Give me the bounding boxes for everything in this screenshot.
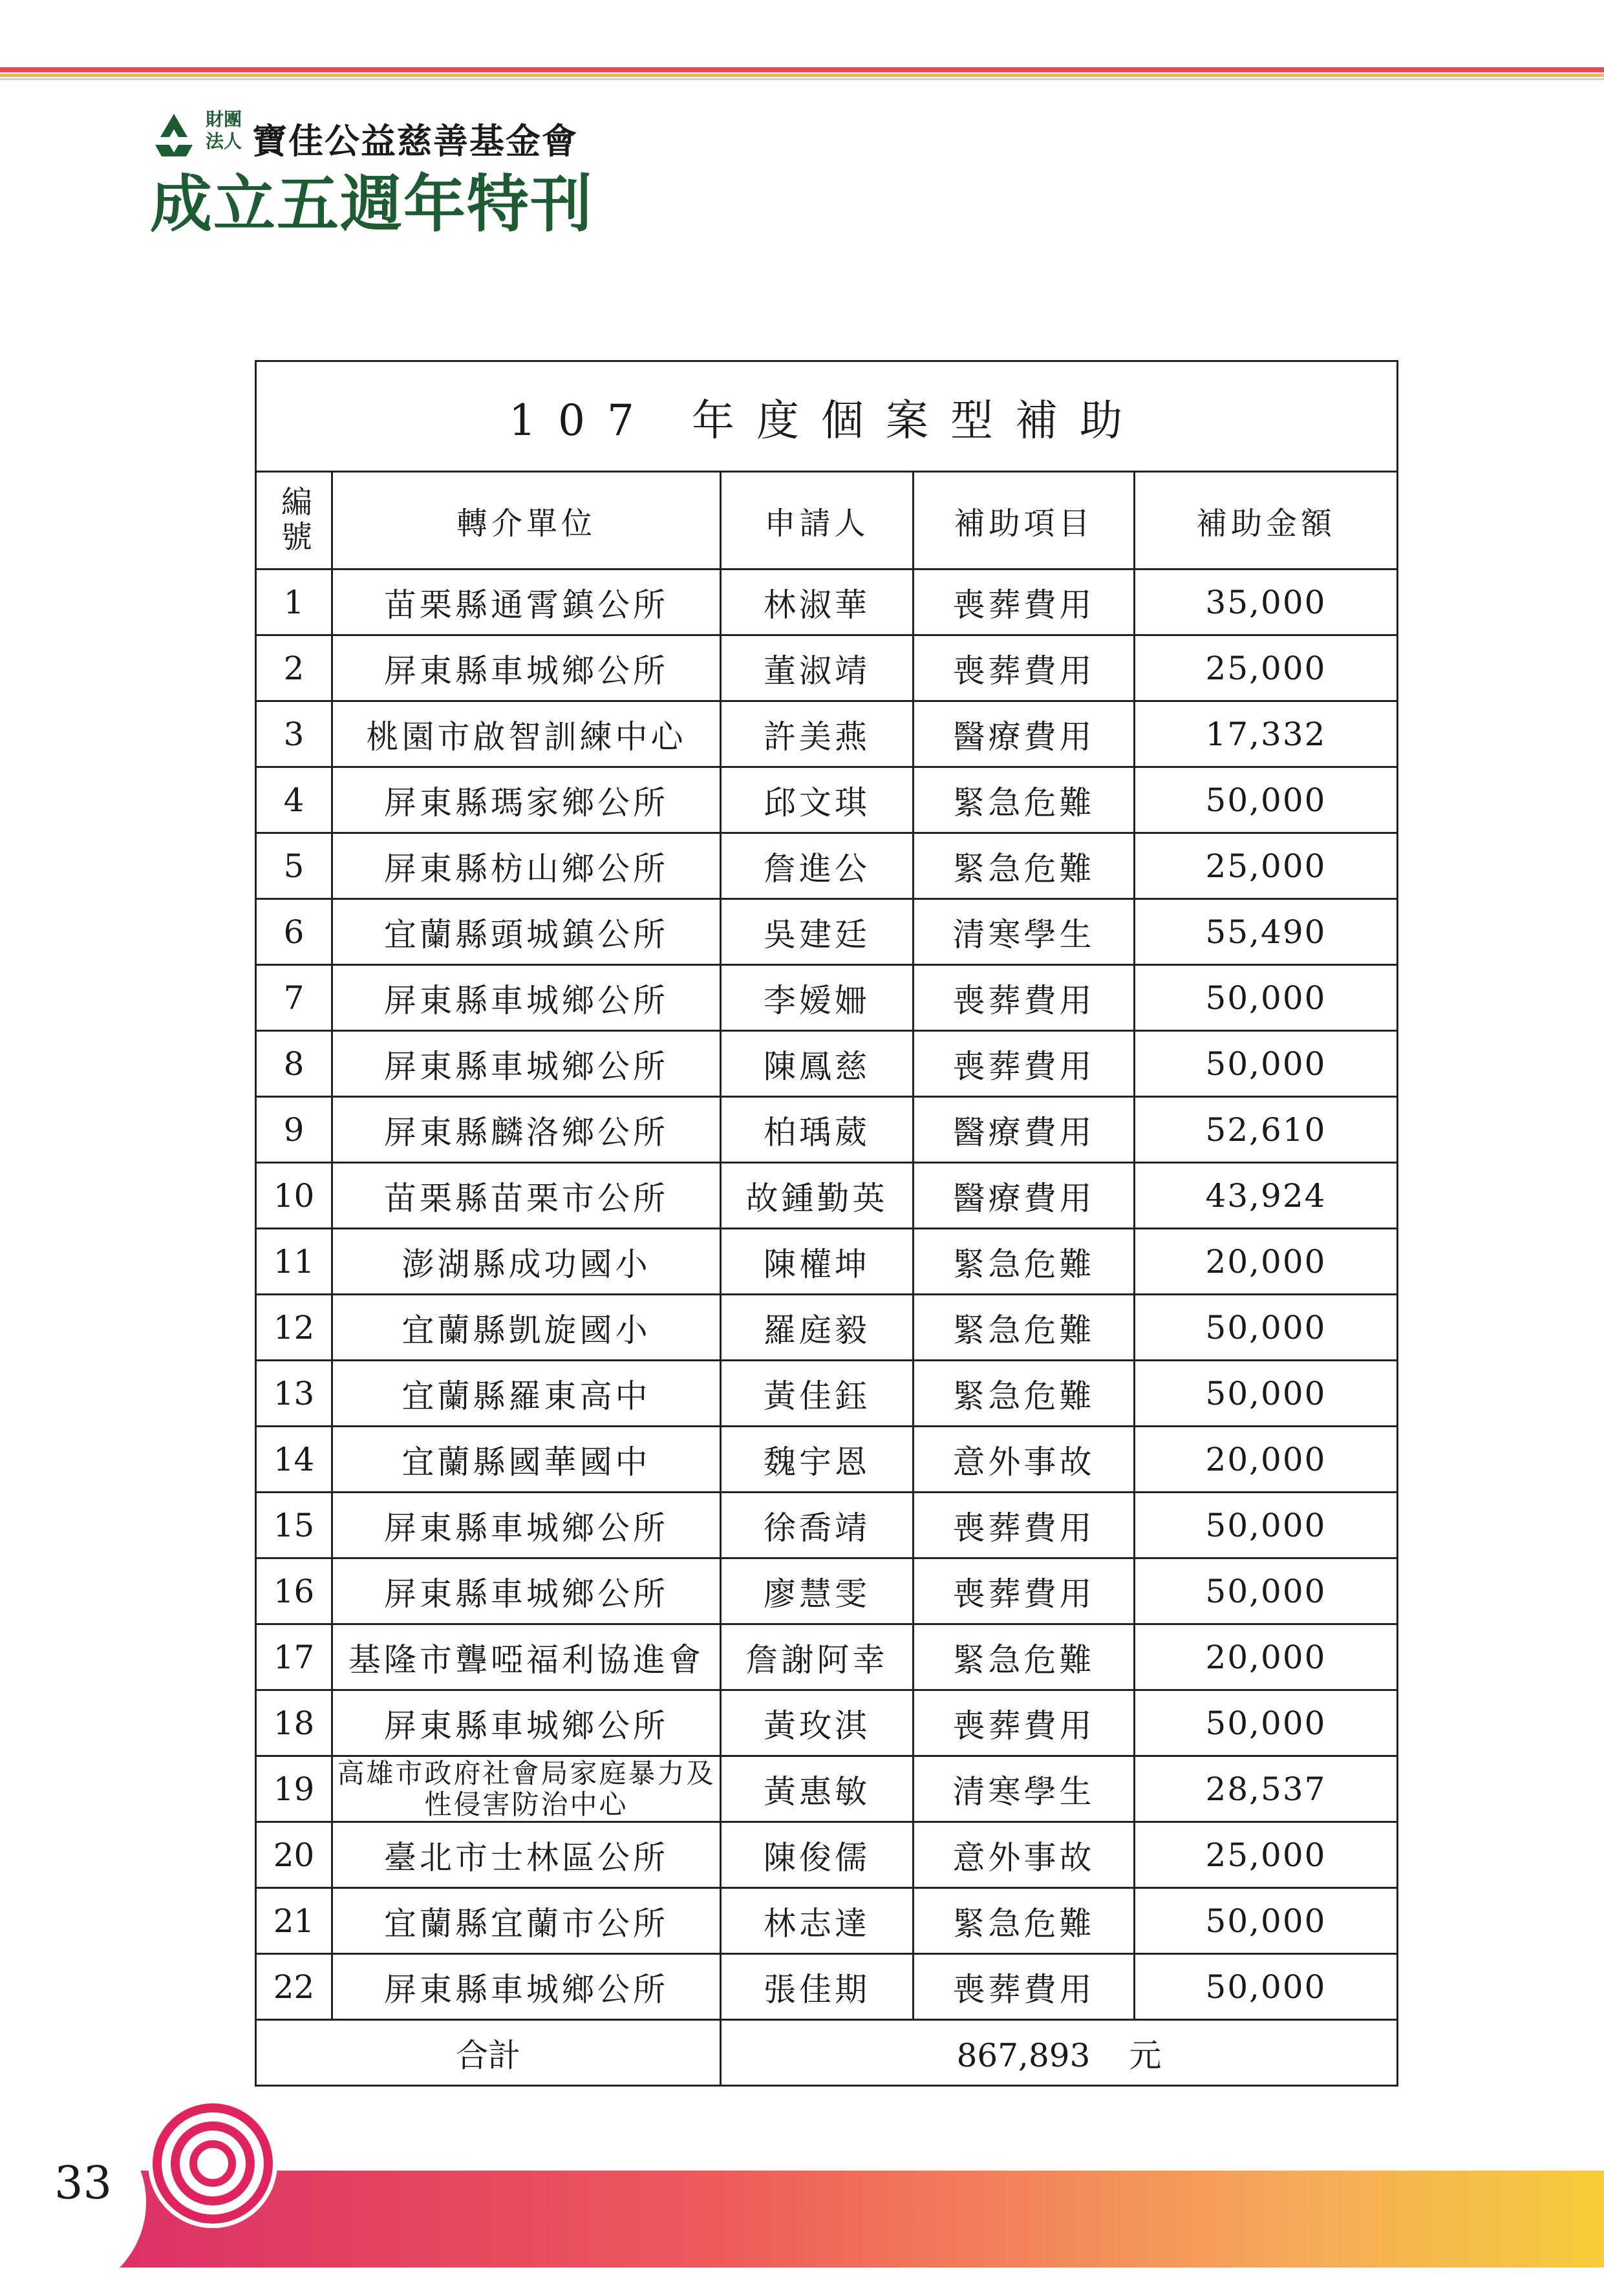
- cell-unit: 桃園市啟智訓練中心: [332, 701, 721, 767]
- org-name: 寶佳公益慈善基金會: [252, 121, 578, 162]
- table-row: [256, 1361, 1398, 1427]
- table-row: [256, 701, 1398, 767]
- table-row: [256, 1031, 1398, 1097]
- cell-unit: 屏東縣車城鄉公所: [332, 1031, 721, 1097]
- total-unit: 元: [1129, 2036, 1162, 2074]
- header-rule-orange: [0, 74, 1604, 77]
- cell-applicant: 詹謝阿幸: [721, 1624, 914, 1690]
- org-type-label: 財團 法人: [206, 109, 242, 152]
- cell-amount: 28,537: [1135, 1756, 1398, 1822]
- cell-amount: 50,000: [1135, 767, 1398, 833]
- cell-applicant: 陳俊儒: [721, 1822, 914, 1888]
- cell-unit: 澎湖縣成功國小: [332, 1229, 721, 1295]
- header-amount: 補助金額: [1135, 472, 1398, 569]
- cell-unit: 屏東縣車城鄉公所: [332, 1954, 721, 2020]
- cell-applicant: 魏宇恩: [721, 1427, 914, 1493]
- cell-unit: 宜蘭縣國華國中: [332, 1427, 721, 1493]
- table-body: [256, 569, 1398, 2020]
- cell-item: 緊急危難: [914, 1361, 1135, 1427]
- cell-item: 緊急危難: [914, 1888, 1135, 1954]
- cell-no: 6: [256, 899, 332, 965]
- table-row: [256, 1624, 1398, 1690]
- header-unit: 轉介單位: [332, 472, 721, 569]
- cell-no: 5: [256, 833, 332, 899]
- cell-amount: 50,000: [1135, 1361, 1398, 1427]
- cell-no: 17: [256, 1624, 332, 1690]
- header-rule-grey: [0, 78, 1604, 80]
- publication-title: 成立五週年特刊: [150, 167, 593, 240]
- cell-amount: 25,000: [1135, 833, 1398, 899]
- cell-no: 4: [256, 767, 332, 833]
- cell-amount: 43,924: [1135, 1163, 1398, 1229]
- cell-applicant: 黃玫淇: [721, 1690, 914, 1756]
- cell-item: 喪葬費用: [914, 1558, 1135, 1624]
- cell-amount: 52,610: [1135, 1097, 1398, 1163]
- cell-item: 喪葬費用: [914, 1031, 1135, 1097]
- cell-no: 1: [256, 569, 332, 635]
- cell-amount: 50,000: [1135, 1031, 1398, 1097]
- cell-no: 19: [256, 1756, 332, 1822]
- cell-applicant: 黃佳鈺: [721, 1361, 914, 1427]
- table-row: [256, 1558, 1398, 1624]
- cell-unit: 臺北市士林區公所: [332, 1822, 721, 1888]
- cell-no: 22: [256, 1954, 332, 2020]
- cell-amount: 50,000: [1135, 1295, 1398, 1361]
- cell-unit: 宜蘭縣凱旋國小: [332, 1295, 721, 1361]
- table-row: [256, 569, 1398, 635]
- header-rule-red: [0, 67, 1604, 72]
- cell-unit: 高雄市政府社會局家庭暴力及性侵害防治中心: [332, 1756, 721, 1822]
- cell-item: 意外事故: [914, 1822, 1135, 1888]
- cell-item: 喪葬費用: [914, 635, 1135, 701]
- total-label: 合計: [256, 2020, 721, 2086]
- cell-applicant: 故鍾勤英: [721, 1163, 914, 1229]
- cell-item: 緊急危難: [914, 833, 1135, 899]
- cell-amount: 20,000: [1135, 1427, 1398, 1493]
- total-amount-cell: [721, 2020, 1398, 2086]
- table-row: [256, 1097, 1398, 1163]
- cell-unit: 宜蘭縣頭城鎮公所: [332, 899, 721, 965]
- table-row: [256, 1756, 1398, 1822]
- cell-unit: 屏東縣車城鄉公所: [332, 1558, 721, 1624]
- cell-no: 3: [256, 701, 332, 767]
- cell-no: 10: [256, 1163, 332, 1229]
- table-row: [256, 1295, 1398, 1361]
- cell-item: 清寒學生: [914, 899, 1135, 965]
- cell-no: 21: [256, 1888, 332, 1954]
- cell-applicant: 陳鳳慈: [721, 1031, 914, 1097]
- cell-amount: 50,000: [1135, 1558, 1398, 1624]
- header-no: 編號: [256, 472, 332, 569]
- cell-applicant: 詹進公: [721, 833, 914, 899]
- cell-unit: 苗栗縣通霄鎮公所: [332, 569, 721, 635]
- cell-item: 喪葬費用: [914, 1690, 1135, 1756]
- cell-applicant: 廖慧雯: [721, 1558, 914, 1624]
- cell-amount: 50,000: [1135, 1954, 1398, 2020]
- cell-amount: 20,000: [1135, 1229, 1398, 1295]
- header-applicant: 申請人: [721, 472, 914, 569]
- table-row: [256, 899, 1398, 965]
- cell-unit: 屏東縣車城鄉公所: [332, 1690, 721, 1756]
- cell-amount: 25,000: [1135, 635, 1398, 701]
- cell-unit: 屏東縣麟洛鄉公所: [332, 1097, 721, 1163]
- table-row: [256, 1888, 1398, 1954]
- table-row: [256, 833, 1398, 899]
- cell-applicant: 邱文琪: [721, 767, 914, 833]
- table-row: [256, 1229, 1398, 1295]
- cell-no: 7: [256, 965, 332, 1031]
- cell-no: 15: [256, 1493, 332, 1558]
- cell-applicant: 張佳期: [721, 1954, 914, 2020]
- cell-item: 清寒學生: [914, 1756, 1135, 1822]
- cell-unit: 屏東縣車城鄉公所: [332, 965, 721, 1031]
- table-row: [256, 1822, 1398, 1888]
- cell-item: 緊急危難: [914, 1624, 1135, 1690]
- cell-no: 13: [256, 1361, 332, 1427]
- table-row: [256, 635, 1398, 701]
- cell-applicant: 徐喬靖: [721, 1493, 914, 1558]
- cell-unit: 屏東縣瑪家鄉公所: [332, 767, 721, 833]
- cell-unit: 屏東縣車城鄉公所: [332, 635, 721, 701]
- cell-unit: 宜蘭縣宜蘭市公所: [332, 1888, 721, 1954]
- cell-no: 18: [256, 1690, 332, 1756]
- cell-no: 11: [256, 1229, 332, 1295]
- cell-applicant: 羅庭毅: [721, 1295, 914, 1361]
- cell-unit: 宜蘭縣羅東高中: [332, 1361, 721, 1427]
- cell-item: 緊急危難: [914, 1295, 1135, 1361]
- cell-amount: 50,000: [1135, 1690, 1398, 1756]
- cell-unit: 基隆市聾啞福利協進會: [332, 1624, 721, 1690]
- cell-amount: 50,000: [1135, 1493, 1398, 1558]
- cell-no: 20: [256, 1822, 332, 1888]
- cell-item: 喪葬費用: [914, 569, 1135, 635]
- cell-amount: 55,490: [1135, 899, 1398, 965]
- cell-applicant: 柏瑀葳: [721, 1097, 914, 1163]
- total-value: 867,893: [956, 2036, 1091, 2074]
- cell-unit: 苗栗縣苗栗市公所: [332, 1163, 721, 1229]
- table-caption: 107 年度個案型補助: [256, 361, 1398, 472]
- cell-applicant: 陳權坤: [721, 1229, 914, 1295]
- cell-amount: 50,000: [1135, 1888, 1398, 1954]
- cell-item: 緊急危難: [914, 1229, 1135, 1295]
- cell-applicant: 李嫒姍: [721, 965, 914, 1031]
- cell-no: 2: [256, 635, 332, 701]
- cell-item: 喪葬費用: [914, 1493, 1135, 1558]
- cell-applicant: 許美燕: [721, 701, 914, 767]
- table-row: [256, 1427, 1398, 1493]
- page-number: 33: [54, 2156, 112, 2209]
- header-item: 補助項目: [914, 472, 1135, 569]
- cell-item: 意外事故: [914, 1427, 1135, 1493]
- cell-applicant: 林淑華: [721, 569, 914, 635]
- cell-amount: 25,000: [1135, 1822, 1398, 1888]
- cell-unit: 屏東縣枋山鄉公所: [332, 833, 721, 899]
- cell-applicant: 林志達: [721, 1888, 914, 1954]
- subsidy-table: [255, 360, 1398, 2087]
- table-row: [256, 1690, 1398, 1756]
- table-row: [256, 965, 1398, 1031]
- cell-item: 喪葬費用: [914, 965, 1135, 1031]
- cell-applicant: 黃惠敏: [721, 1756, 914, 1822]
- cell-item: 醫療費用: [914, 1097, 1135, 1163]
- cell-amount: 35,000: [1135, 569, 1398, 635]
- cell-item: 緊急危難: [914, 767, 1135, 833]
- cell-no: 9: [256, 1097, 332, 1163]
- cell-no: 14: [256, 1427, 332, 1493]
- table-row: [256, 1163, 1398, 1229]
- table-row: [256, 767, 1398, 833]
- cell-item: 醫療費用: [914, 701, 1135, 767]
- cell-amount: 17,332: [1135, 701, 1398, 767]
- cell-item: 醫療費用: [914, 1163, 1135, 1229]
- cell-applicant: 吳建廷: [721, 899, 914, 965]
- cell-no: 8: [256, 1031, 332, 1097]
- cell-amount: 50,000: [1135, 965, 1398, 1031]
- cell-no: 12: [256, 1295, 332, 1361]
- cell-no: 16: [256, 1558, 332, 1624]
- cell-applicant: 董淑靖: [721, 635, 914, 701]
- foundation-logo-icon: [150, 111, 198, 159]
- concentric-rings-icon: [145, 2096, 281, 2231]
- table-row: [256, 1954, 1398, 2020]
- cell-amount: 20,000: [1135, 1624, 1398, 1690]
- cell-item: 喪葬費用: [914, 1954, 1135, 2020]
- cell-unit: 屏東縣車城鄉公所: [332, 1493, 721, 1558]
- table-row: [256, 1493, 1398, 1558]
